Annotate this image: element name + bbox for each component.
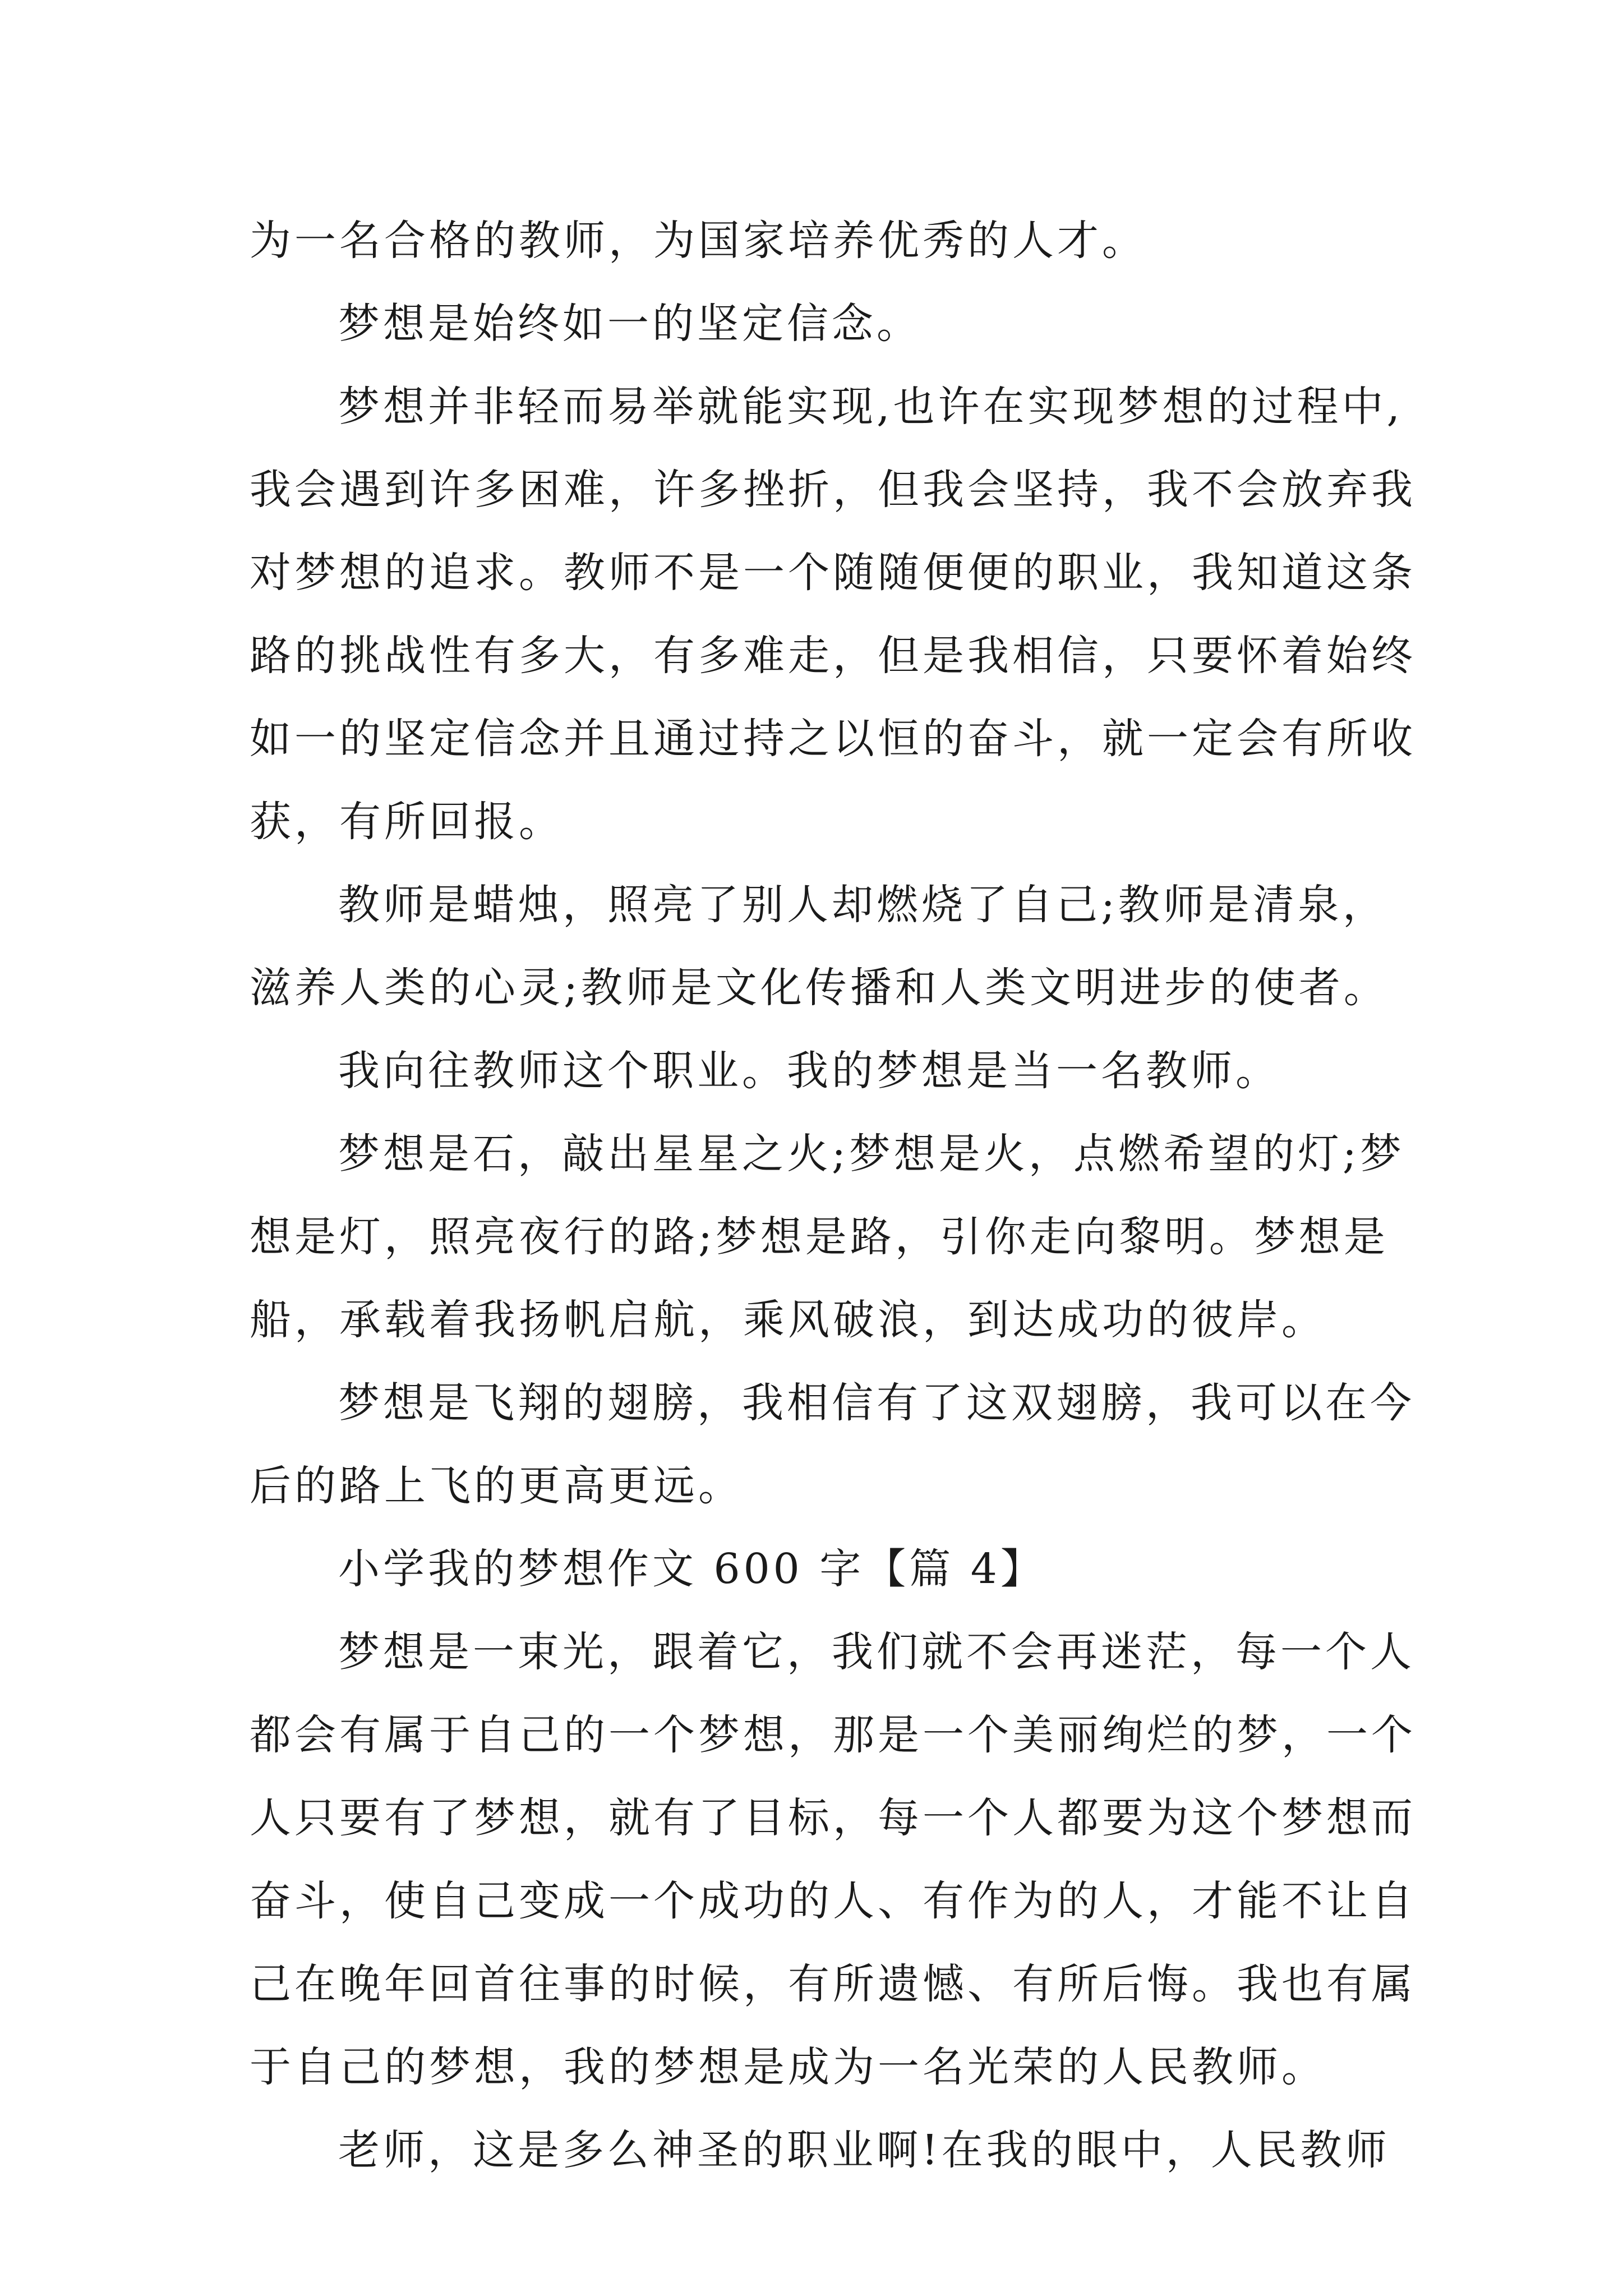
text-line: 想是灯，照亮夜行的路;梦想是路，引你走向黎明。梦想是 (250, 1213, 1389, 1261)
text-line: 人只要有了梦想，就有了目标，每一个人都要为这个梦想而 (250, 1794, 1416, 1842)
text-line: 梦想是始终如一的坚定信念。 (338, 300, 921, 348)
text-line: 梦想是石，敲出星星之火;梦想是火，点燃希望的灯;梦 (338, 1130, 1405, 1178)
section-heading: 小学我的梦想作文 600 字【篇 4】 (338, 1545, 1045, 1593)
text-line: 我会遇到许多困难，许多挫折，但我会坚持，我不会放弃我 (250, 466, 1416, 514)
text-line: 对梦想的追求。教师不是一个随随便便的职业，我知道这条 (250, 549, 1416, 597)
text-line: 为一名合格的教师，为国家培养优秀的人才。 (250, 217, 1147, 265)
text-line: 教师是蜡烛，照亮了别人却燃烧了自己;教师是清泉， (338, 881, 1387, 929)
text-line: 老师，这是多么神圣的职业啊!在我的眼中，人民教师 (338, 2126, 1390, 2174)
text-line: 于自己的梦想，我的梦想是成为一名光荣的人民教师。 (250, 2043, 1326, 2091)
text-line: 己在晚年回首往事的时候，有所遗憾、有所后悔。我也有属 (250, 1960, 1416, 2008)
body-text (250, 199, 1416, 2192)
text-line: 如一的坚定信念并且通过持之以恒的奋斗，就一定会有所收 (250, 715, 1416, 763)
text-line: 梦想是飞翔的翅膀，我相信有了这双翅膀，我可以在今 (338, 1379, 1415, 1427)
text-line: 路的挑战性有多大，有多难走，但是我相信，只要怀着始终 (250, 632, 1416, 680)
text-line: 后的路上飞的更高更远。 (250, 1462, 743, 1510)
text-line: 奋斗，使自己变成一个成功的人、有作为的人，才能不让自 (250, 1877, 1416, 1925)
text-line: 梦想并非轻而易举就能实现,也许在实现梦想的过程中, (338, 383, 1404, 431)
text-line: 都会有属于自己的一个梦想，那是一个美丽绚烂的梦，一个 (250, 1711, 1416, 1759)
text-line: 梦想是一束光，跟着它，我们就不会再迷茫，每一个人 (338, 1628, 1415, 1676)
text-line: 我向往教师这个职业。我的梦想是当一名教师。 (338, 1047, 1280, 1095)
text-line: 滋养人类的心灵;教师是文化传播和人类文明进步的使者。 (250, 964, 1389, 1012)
text-line: 获，有所回报。 (250, 798, 564, 846)
text-line: 船，承载着我扬帆启航，乘风破浪，到达成功的彼岸。 (250, 1296, 1326, 1344)
